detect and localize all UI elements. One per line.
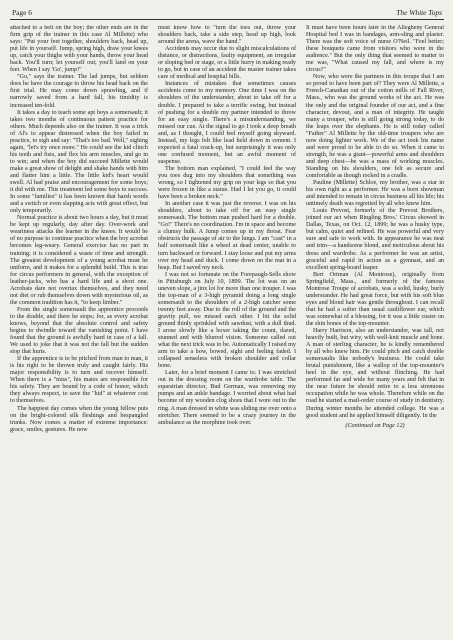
paragraph: Harry Harrison, also an understander, was tall, not heavily built, but wiry, with well-knit muscle and bone. A man of sterling character, he is kindly remembered by all who knew him. He could pitch and catch double somersaults like nobody's business. He could take brutal punishment, like a wallop of the top-mounter's heel in the eye, and without flinching. He had performed far and wide for many years and felt that in the near future he should retire to a less strenuous occupation while he was whole. Therefore while on the road he started a mail-order course of study in dentistry. During winter months he attended college. He was a good student and he applied himself diligently. In the: [306, 328, 444, 419]
paragraph: attached to a belt on the boy; the other ends are in the firm grip of the trainer in this case Al Millette) who says: "Put your feet together, shoulders back, head up, put life in yourself. Jump, spring high, draw your knees up, catch your thighs with your hands, throw your head back. You'll turn; let yourself out; you'll land on your feet. When I say 'Go', jump!": [10, 25, 148, 74]
paragraph: If the apprentice is to be pitched from man to man, it is his right to be thrown truly and caught fairly. His major responsibility is to turn and recover himself. When there is a "miss", his mates are responsible for his safety. They are bound by a code of honor, which they always respect, to save the "kid" at whatever cost to themselves.: [10, 356, 148, 405]
paragraph: It takes a day to teach some apt boys a somersault; it takes two months of continuous patient practice for others. Much depends also on the trainer. It was a trick of Al's to appear distressed when the boy failed in practice, to sigh and say: "That's too bad. Well," sighing again, "let's try once more." He could see the kid clinch his teeth and fists, and flex his arm muscles, and go in to win; and when the boy did succeed Millette would make a great show of delight and shake hands with him and flatter him a little. The little kid's heart would swell. Al had praise and encouragement for some boys; it did with me. This treatment led some boys to success. In some "families" it has been known that harsh words and a switch or even slapping acts with great effect, but only temporarily.: [10, 109, 148, 215]
paragraph: The happiest day comes when the young fellow puts on the bright-colored silk fleshings and bespangled trunks. Now comes a matter of extreme importance: grace, smiles, gestures. He now: [10, 405, 148, 433]
paragraph: The bottom man explained, "I could feel the way you toes dug into my shoulders that something was wrong, so I tightened my grip on your legs so that you were frozen in like a statue. Had I let you go, it could have been a broken neck.": [158, 165, 296, 201]
publication-title: The White Tops: [396, 8, 442, 17]
paragraph: Accidents may occur due to slight miscalculations of distance, or distractions, faulty equipment, an irregular or sloping bed or stage, or a little hurry in making ready to go, but in case of an accident the master trainer takes care of medical and hospital bills.: [158, 46, 296, 81]
column-2: [158, 25, 296, 629]
column-1: [10, 25, 148, 629]
paragraph: Later, for a brief moment I came to. I was stretched out in the dressing room on the wardrobe table. The equestrian director, Bud German, was removing my pumps and an ankle bandage. I worried about what had become of my wooden clog shoes that I wore out to the ring. A man dressed in white was sliding me over onto a stretcher. There seemed to be a crazy journey in the ambulance as the morphine took over.: [158, 370, 296, 426]
paragraph: I was not so fortunate on the Forepaugh-Sells show in Pittsburgh on July 10, 1899. The lot was on an uneven slope, a jinx lot for more than one trouper. I was the top-man of a 3-high pyramid doing a long single somersault to the shoulders of a 2-high catcher some twenty feet away. Due to the roll of the ground and the gravity pull, we missed each other. I hit the solid ground thinly sprinkled with sawdust, with a dull thud. I arose slowly like a boxer taking the count, dazed, stunned and with blurred vision. Someone called out what the next trick was to be. Automatically I raised my arm to take a bow, bowed, sight and feeling faded. I collapsed senseless with broken shoulder and collar bone.: [158, 271, 296, 370]
page-header: [10, 8, 444, 19]
paragraph: must know how to "turn the toes out, throw your shoulders back, take a side step, head up high, look around the arena, wave the hand.": [158, 25, 296, 46]
paragraph: Instances of mistakes that sometimes causes accidents come to my memory. One time I was on the shoulders of the understander, about to take off for a double. I prepared to take a terrific swing, but instead of pushing for a double my partner intended to throw for an easy single. There's a misunderstanding, we missed our cue. At the signal to go I took a deep breath and, as I thought, I could feel myself going skyward. Instead, my legs felt like lead held down in cement. I expected a fatal crack-up, but surprisingly it was only one confused moment, but an awful moment of suspense.: [158, 81, 296, 165]
paragraph: Now, who were the partners in this troupe that I am so proud to have been part of? They were Al Millette, a French-Canadian out of the cotton mills of Fall River, Mass., who was the ground works of the act. He was the only and the original founder of our act, and a fine character, devout, and a man of integrity. He taught many a trouper, who is still going strong today, to do the leaps over the elephants. He is still today called "Father" Al Millette by the old-time troupers who are now doing lighter work. We of the act took his name and were proud to be able to do so. When it came to strength, he was a giant—powerful arms and shoulders and deep chest—he was a mass of working muscles. Standing on his shoulders, one felt as secure and comfortable as though rocked in a cradle.: [306, 74, 444, 179]
column-3: [306, 25, 444, 629]
continued-note: (Continued on Page 12): [345, 422, 405, 429]
article-columns: [10, 25, 444, 629]
paragraph: It must have been hours later in the Allegheny General Hospital bed I was in bandages, arm-sling and plaster. There was the soft voice of nurse O'Neil. "Feel better; these bouquets came from visitors who were in the audience." But the only thing that seemed to matter to me was, "What caused my fall, and where is my circus?": [306, 25, 444, 74]
header-rule: [10, 19, 444, 20]
paragraph: Bert Ortman (Al Montrose), originally from Springfield, Mass., and formerly of the famous Montrose Troupe of acrobats, was a solid, husky, burly understander. He had great force, but with his soft blue eyes and blond hair was gentle throughout. I can recall that he had a softer than usual cauliflower ear, which was somewhat of a blessing, for it was a little cusier on the shin bones of the top-mounter.: [306, 271, 444, 327]
paragraph: From the single somersault the apprentice proceeds to the double, and there he stops; for, as every acrobat knows, beyond that the absolute control and safety begins to dwindle toward the vanishing point. I have found that the ground is awfully hard in case of a fall. We used to joke that it was not the fall but the sudden stop that hurts.: [10, 306, 148, 356]
paragraph: Normal practice is about two hours a day, but it must be kept up regularly, day after day. Over-work and weariness attacks the learner in the knees. It would be of no purpose to continue practice when the boy acrobat becomes leg-weary. General exercise has no part in training; it is considered a waste of time and strength. The greatest development of a young acrobat must be uniform, and it makes for a splendid build. This is true for circus performers in general, with the exception of leather-jacks, who has a hard life and a short one. Acrobats dare not overtax themselves, and they need not diet or rub themselves down with mysterious oil, as the common tradition has it, "to keep limber.": [10, 215, 148, 306]
paragraph: "Go," says the trainer. The lad jumps, but seldom does he have the courage to throw his head back on the first trial. He may come down sprawling, and if narrowly saved from a hard fall, his timidity is increased ten-fold.: [10, 74, 148, 109]
paragraph: Pauline (Millette) Schloe, my brother, was a star in his own right as a performer. He was a born showman and intended to remain in circus business all his life; his untimely death was regretted by all who knew him.: [306, 180, 444, 208]
paragraph: In another case it was just the reverse. I was on his shoulders, about to take off for an easy single somersault. The bottom man pushed hard for a double. "Go!" There's no coordination. I'm in space and become a clumsy hulk. A Jump comes up in my throat. Fear obstructs the passage of air to the lungs. I am "cast" in a half somersault like a wheel at dead center, unable to turn backward or forward. I stay loose and put my arms over my head and duck. I come down on the mat in a heap. But I saved my neck.: [158, 201, 296, 271]
paragraph: Louis Prevost, formerly of the Prevost Brothers, joined our act when Ringling Bros.' Circus showed in Dallas, Texas, on Oct. 12, 1899; he was a husky type, but calm, quiet and refined. He was powerful and very sure and safe to work with. In appearance he was neat and trim—a handsome blond, and meticulous about his dress and wardrobe. As a performer he was an artist, graceful and rapid in action as a gymnast, and an excellent spring-board leaper.: [306, 208, 444, 271]
page-number: Page 6: [12, 8, 32, 17]
